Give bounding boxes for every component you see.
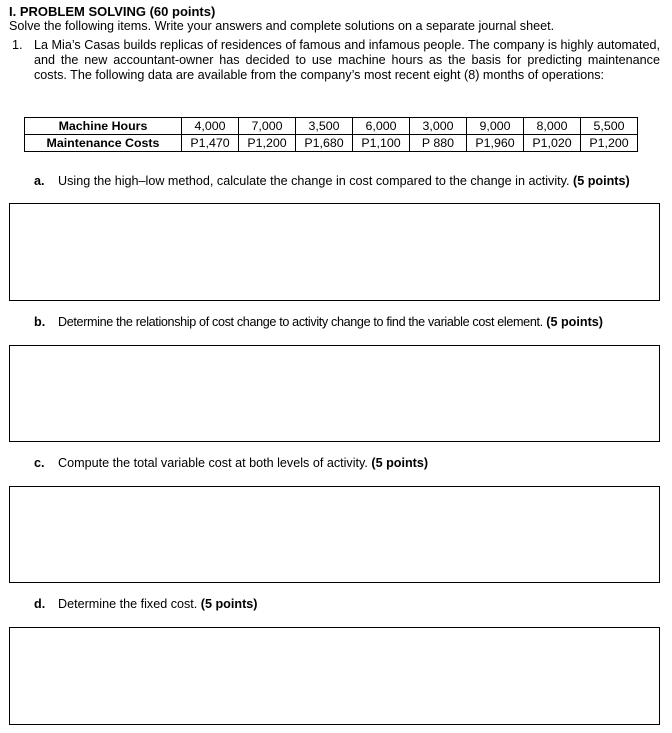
row-header: Machine Hours [25, 118, 182, 135]
table-cell: 6,000 [353, 118, 410, 135]
data-table [24, 117, 638, 152]
item-letter: b. [34, 315, 46, 329]
problem-number: 1. [12, 38, 23, 52]
item-points: (5 points) [573, 174, 630, 188]
table-cell: P1,960 [467, 135, 524, 152]
item-b [34, 315, 603, 330]
row-header: Maintenance Costs [25, 135, 182, 152]
item-letter: a. [34, 174, 45, 188]
table-cell: P1,020 [524, 135, 581, 152]
item-points: (5 points) [200, 597, 258, 611]
item-text: Determine the relationship of cost change to activity change to find the variable cost element. [58, 315, 543, 329]
table-cell: P 880 [410, 135, 467, 152]
table-cell: 9,000 [467, 118, 524, 135]
section-instructions: Solve the following items. Write your answers and complete solutions on a separate journal sheet. [9, 19, 555, 33]
table-row-maintenance-costs [25, 135, 638, 152]
table-cell: 4,000 [182, 118, 239, 135]
table-cell: 3,000 [410, 118, 467, 135]
item-text: Using the high–low method, calculate the change in cost compared to the change in activity. [58, 174, 570, 188]
table-cell: 5,500 [581, 118, 638, 135]
table-cell: P1,470 [182, 135, 239, 152]
item-d [34, 597, 257, 612]
section-title: I. PROBLEM SOLVING (60 points) [9, 4, 216, 19]
problem-text: La Mia’s Casas builds replicas of residences of famous and infamous people. The company is highly automated, and the new accountant-owner has decided to use machine hours as the basis for predicting maintenance costs. The following data are available from the company’s most recent eight (8) months of operations: [34, 38, 660, 82]
answer-box-a[interactable] [9, 203, 660, 301]
item-points: (5 points) [546, 315, 603, 329]
item-points: (5 points) [371, 456, 429, 470]
table-cell: 7,000 [239, 118, 296, 135]
table-row-machine-hours [25, 118, 638, 135]
answer-box-c[interactable] [9, 486, 660, 583]
answer-box-d[interactable] [9, 627, 660, 725]
table-cell: 3,500 [296, 118, 353, 135]
item-letter: d. [34, 597, 46, 611]
table-cell: P1,200 [581, 135, 638, 152]
table-cell: P1,680 [296, 135, 353, 152]
table-cell: P1,100 [353, 135, 410, 152]
table-cell: P1,200 [239, 135, 296, 152]
item-c [34, 456, 428, 471]
item-letter: c. [34, 456, 45, 470]
item-text: Determine the fixed cost. [58, 597, 198, 611]
answer-box-b[interactable] [9, 345, 660, 442]
table-cell: 8,000 [524, 118, 581, 135]
item-text: Compute the total variable cost at both levels of activity. [58, 456, 368, 470]
item-a [34, 174, 630, 189]
